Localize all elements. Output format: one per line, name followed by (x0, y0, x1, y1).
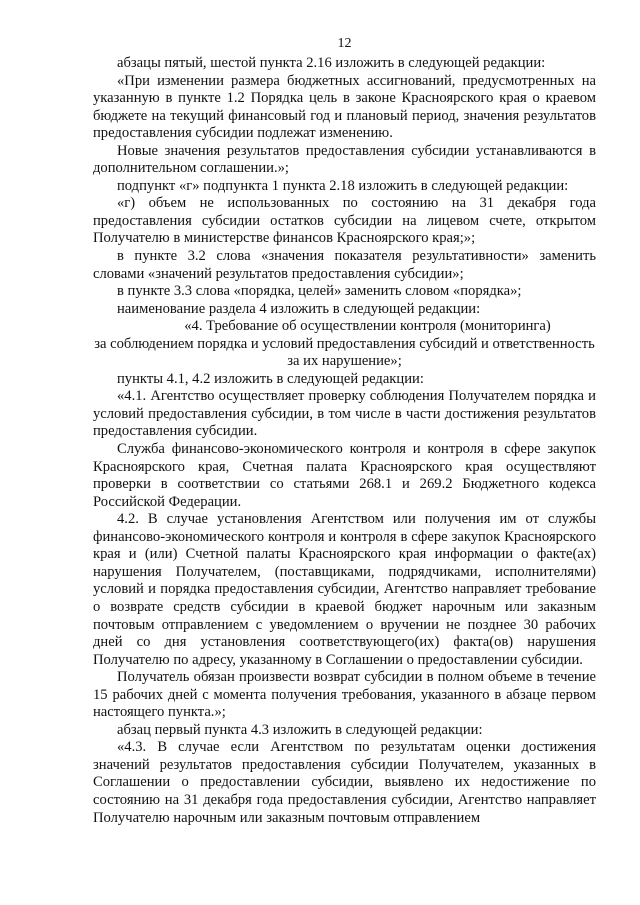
paragraph: абзац первый пункта 4.3 изложить в следующей редакции: (117, 721, 483, 738)
paragraph: Новые значения результатов предоставления субсидии устанавливаются в дополнительном соглашении.»; (93, 142, 596, 177)
paragraph: «4.3. В случае если Агентством по результатам оценки достижения значений результатов предоставления субсидии Получателем, указанных в Соглашении о предоставлении субсидии, выявлено их недостижение по состоянию на 31 декабря года предоставления субсидии, Агентство направляет Получателю нарочным или заказным почтовым отправлением (93, 739, 596, 826)
paragraph: Получатель обязан произвести возврат субсидии в полном объеме в течение 15 рабочих дней с момента получения требования, указанного в абзаце первом настоящего пункта.»; (93, 669, 596, 721)
section-heading-line: «4. Требование об осуществлении контроля (мониторинга) (184, 318, 551, 335)
paragraph: «г) объем не использованных по состоянию на 31 декабря года предоставления субсидии остатков субсидии на лицевом счете, открытом Получателю в министерстве финансов Красноярского края;»; (93, 195, 596, 247)
paragraph: Служба финансово-экономического контроля и контроля в сфере закупок Красноярского края, Счетная палата Красноярского края осуществляют проверки в соответствии со статьями 268.1 и 269.2 Бюджетного кодекса Российской Федерации. (93, 441, 596, 510)
section-heading (93, 318, 596, 371)
paragraph: в пункте 3.3 слова «порядка, целей» заменить словом «порядка»; (117, 283, 522, 300)
paragraph: пункты 4.1, 4.2 изложить в следующей редакции: (117, 370, 424, 387)
paragraph: наименование раздела 4 изложить в следующей редакции: (117, 300, 481, 317)
paragraph: 4.2. В случае установления Агентством или получения им от службы финансово-экономического контроля и контроля в сфере закупок Красноярского края и (или) Счетной палаты Красноярского края информации о факте(ах) нарушения Получателем, (поставщиками, подрядчиками, исполнителями) условий и порядка предоставления субсидии, Агентство направляет требование о возврате средств субсидии в краевой бюджет нарочным или заказным почтовым отправлением с уведомлением о вручении не позднее 30 рабочих дней со дня установления соответствующего(их) факта(ов) нарушения Получателю по адресу, указанному в Соглашении о предоставлении субсидии. (93, 511, 596, 668)
section-heading-line: за соблюдением порядка и условий предоставления субсидий и ответственность (94, 335, 595, 352)
section-heading-line: за их нарушение»; (287, 353, 402, 370)
paragraph: в пункте 3.2 слова «значения показателя результативности» заменить словами «значений результатов предоставления субсидии»; (93, 248, 596, 282)
paragraph: «4.1. Агентство осуществляет проверку соблюдения Получателем порядка и условий предоставления субсидии, в том числе в части достижения результатов предоставления субсидии. (93, 388, 596, 440)
paragraph: «При изменении размера бюджетных ассигнований, предусмотренных на указанную в пункте 1.2 Порядка цель в законе Красноярского края о краевом бюджете на текущий финансовый год и плановый период, значения результатов предоставления субсидии подлежат изменению. (93, 72, 596, 142)
paragraph: подпункт «г» подпункта 1 пункта 2.18 изложить в следующей редакции: (117, 177, 569, 194)
page-number: 12 (337, 36, 352, 51)
paragraph: абзацы пятый, шестой пункта 2.16 изложить в следующей редакции: (117, 55, 546, 71)
